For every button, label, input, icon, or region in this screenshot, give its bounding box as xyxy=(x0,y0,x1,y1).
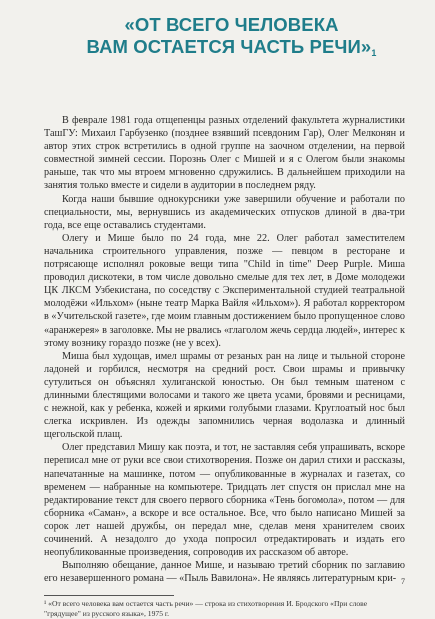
paragraph: Когда наши бывшие однокурсники уже завершили обучение и работали по специальности, мы, вернувшись из академических отпусков длиной в два-три года, все еще оставались студентами. xyxy=(44,193,405,231)
chapter-title-line-1: «ОТ ВСЕГО ЧЕЛОВЕКА xyxy=(124,14,339,35)
body-text xyxy=(44,114,405,585)
paragraph: Миша был худощав, имел шрамы от резаных ран на лице и тыльной стороне ладоней и горбился, несмотря на средний рост. Свои шрамы и привычку сутулиться он объяснял хулиганской юностью. Он был темным шатеном с длинными блестящими волосами и такого же цвета усами, бровями и ресницами, с нежной, как у ребенка, кожей и яркими голубыми глазами. Круглоатый нос был слегка искривлен. Из одежды запомнились черная водолазка и длинный щегольской плащ. xyxy=(44,350,405,441)
chapter-title-line-2: ВАМ ОСТАЕТСЯ ЧАСТЬ РЕЧИ» xyxy=(86,36,372,57)
footnote: ¹ «От всего человека вам остается часть речи» — строка из стихотворения И. Бродского «При слове "грядущее" из русского языка», 1975 г. xyxy=(44,599,368,619)
paragraph: Олег представил Мишу как поэта, и тот, не заставляя себя упрашивать, вскоре переписал мне от руки все свои стихотворения. Позже он дарил стихи и рассказы, напечатанные на машинке, потом — опубликованные в журналах и газетах, со временем — набранные на компьютере. Тридцать лет спустя он прислал мне на редактирование текст для своего первого сборника «Тень богомола», потом — для сборника «Саман», а вскоре и все остальное. Все, что было написано Мишей за сорок лет нашей дружбы, он передал мне, сделав меня хранителем своих сочинений. А незадолго до ухода попросил отредактировать и издать его неопубликованные произведения, сопроводив их рассказом об авторе. xyxy=(44,442,405,559)
footnotes xyxy=(44,599,405,619)
paragraph: В феврале 1981 года отщепенцы разных отделений факультета журналистики ТашГУ: Михаил Гарбузенко (позднее взявший псевдоним Гар), Олег Мелконян и автор этих строк встретились в одной группе на заочном отделении, на первой совместной зимней сессии. Порознь Олег с Мишей и я с Олегом были знакомы раньше, так что мы втроем мгновенно сдружились. В дальнейшем приходили на занятия только вместе и сидели в аудитории в последнем ряду. xyxy=(44,115,405,192)
chapter-title xyxy=(58,14,405,58)
title-footnote-mark: 1 xyxy=(371,48,377,58)
page-number: 7 xyxy=(401,577,405,586)
paragraph: Выполняю обещание, данное Мише, и называю третий сборник по заглавию его незавершенного романа — «Пыль Вавилона». Не являясь литературным кри- xyxy=(44,560,405,585)
footnote-divider xyxy=(44,595,174,596)
paragraph: Олегу и Мише было по 24 года, мне 22. Олег работал заместителем начальника строительного управления, позже — певцом в ресторане и потрясающе исполнял роковые вещи типа "Child in time" Deep Purple. Миша проводил дискотеки, в том числе довольно смелые для тех лет, в Доме молодежи ЦК ЛКСМ Узбекистана, по соседству с Экспериментальной студией театральной молодёжи «Ильхом» (ныне театр Марка Вайля «Ильхом»). Я работал корректором в «Учительской газете», где моим главным достижением было пропущенное слово «аранжерея» в заголовке. Мы не рвались «глаголом жечь сердца людей», интерес к этому вознику гораздо позже (не у всех). xyxy=(44,232,405,349)
